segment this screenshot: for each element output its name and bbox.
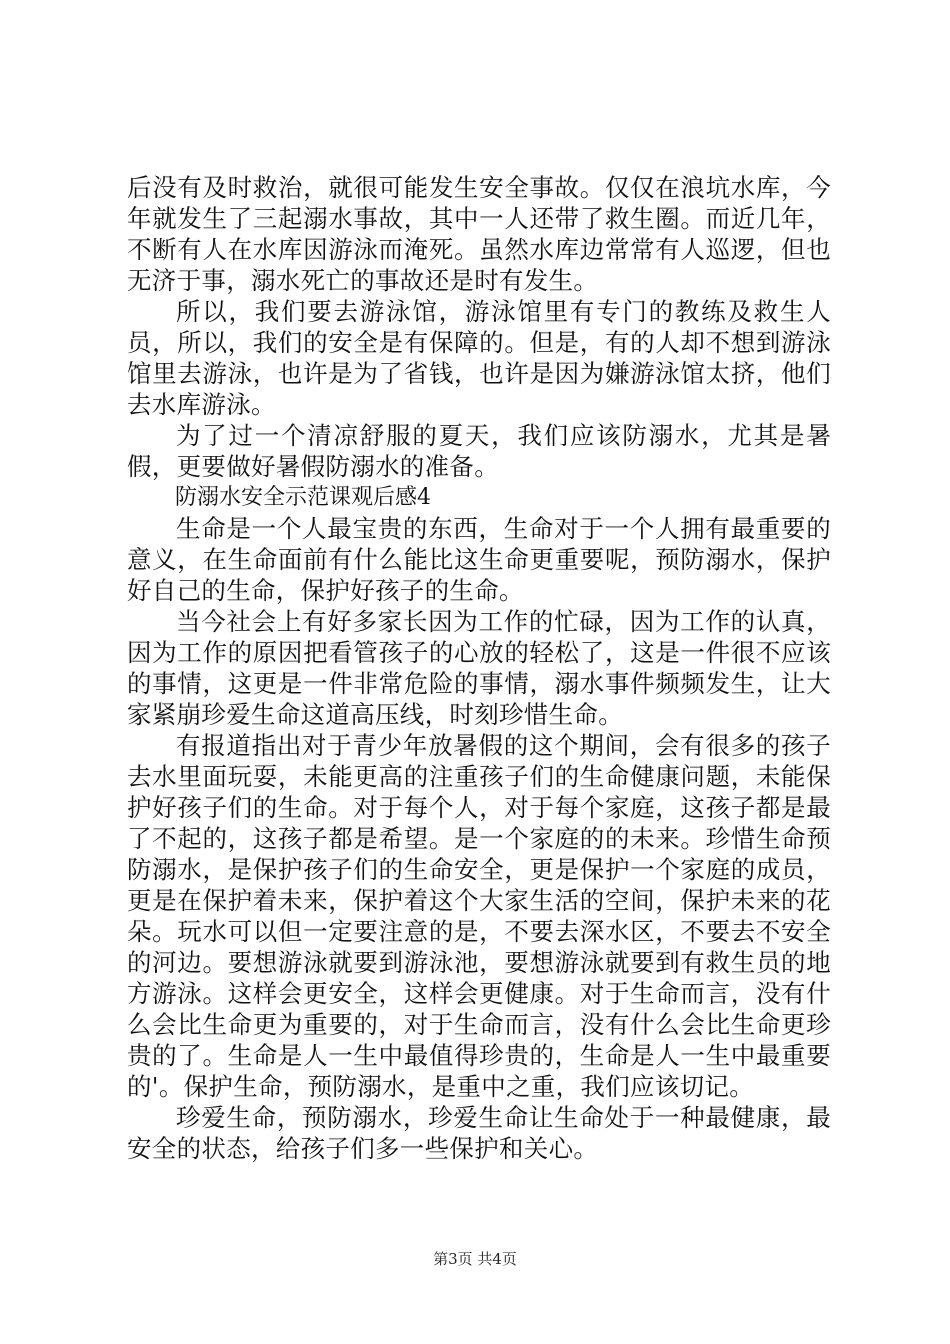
paragraph-7: 珍爱生命，预防溺水，珍爱生命让生命处于一种最健康，最安全的状态，给孩子们多一些保护和关心。 bbox=[127, 1103, 831, 1163]
paragraph-4: 生命是一个人最宝贵的东西，生命对于一个人拥有最重要的意义，在生命面前有什么能比这生命更重要呢，预防溺水，保护好自己的生命，保护好孩子的生命。 bbox=[127, 514, 831, 605]
paragraph-6: 有报道指出对于青少年放暑假的这个期间，会有很多的孩子去水里面玩耍，未能更高的注重孩子们的生命健康问题，未能保护好孩子们的生命。对于每个人，对于每个家庭，这孩子都是最了不起的，这孩子都是希望。是一个家庭的的未来。珍惜生命预防溺水，是保护孩子们的生命安全，更是保护一个家庭的成员，更是在保护着未来，保护着这个大家生活的空间，保护未来的花朵。玩水可以但一定要注意的是，不要去深水区，不要去不安全的河边。要想游泳就要到游泳池，要想游泳就要到有救生员的地方游泳。这样会更安全，这样会更健康。对于生命而言，没有什么会比生命更为重要的，对于生命而言，没有什么会比生命更珍贵的了。生命是人一生中最值得珍贵的，生命是人一生中最重要的'。保护生命，预防溺水，是重中之重，我们应该切记。 bbox=[127, 731, 831, 1101]
paragraph-5: 当今社会上有好多家长因为工作的忙碌，因为工作的认真，因为工作的原因把看管孩子的心放的轻松了，这是一件很不应该的事情，这更是一件非常危险的事情，溺水事件频频发生，让大家紧崩珍爱生命这道高压线，时刻珍惜生命。 bbox=[127, 607, 831, 729]
page-number-label: 第3页 共4页 bbox=[433, 1250, 517, 1268]
page-footer bbox=[0, 1248, 950, 1269]
paragraph-1: 后没有及时救治，就很可能发生安全事故。仅仅在浪坑水库，今年就发生了三起溺水事故，其中一人还带了救生圈。而近几年，不断有人在水库因游泳而淹死。虽然水库边常常有人巡逻，但也无济于事，溺水死亡的事故还是时有发生。 bbox=[127, 173, 831, 295]
section-heading: 防溺水安全示范课观后感4 bbox=[175, 485, 431, 510]
document-body bbox=[127, 172, 831, 1164]
paragraph-2: 所以，我们要去游泳馆，游泳馆里有专门的教练及救生人员，所以，我们的安全是有保障的。但是，有的人却不想到游泳馆里去游泳，也许是为了省钱，也许是因为嫌游泳馆太挤，他们去水库游泳。 bbox=[127, 297, 831, 419]
paragraph-3: 为了过一个清凉舒服的夏天，我们应该防溺水，尤其是暑假，更要做好暑假防溺水的准备。 bbox=[127, 421, 831, 481]
